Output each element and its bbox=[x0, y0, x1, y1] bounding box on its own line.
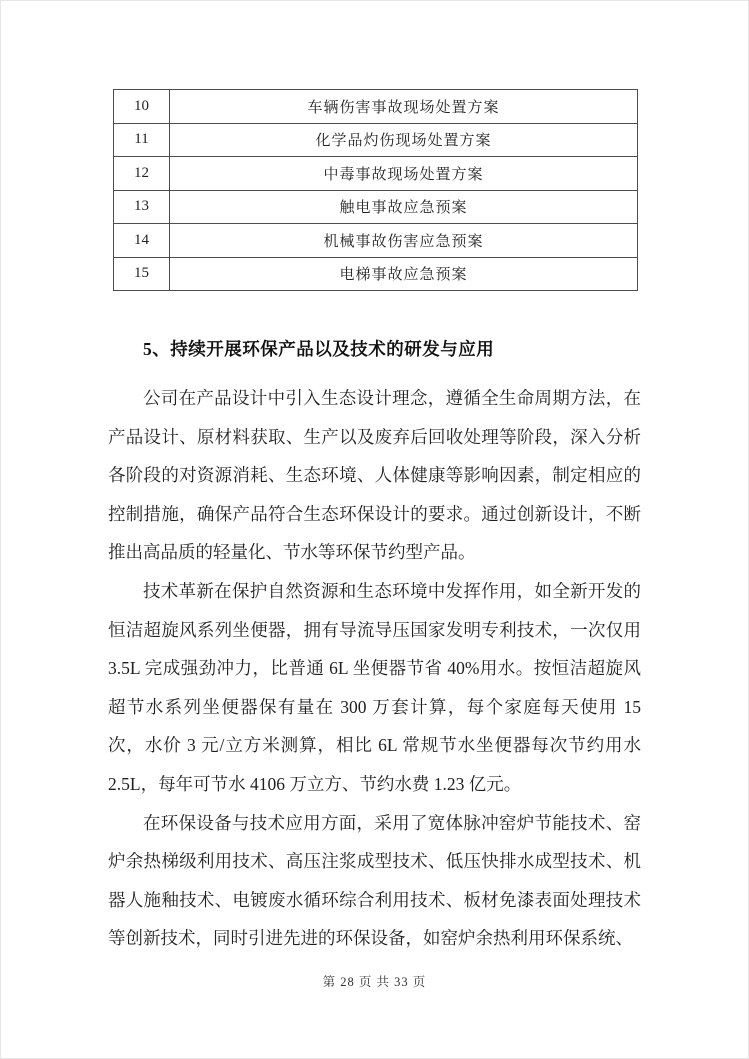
table-row bbox=[114, 123, 638, 157]
page-content bbox=[108, 89, 641, 958]
row-number-cell: 15 bbox=[114, 257, 170, 291]
plan-name-cell: 触电事故应急预案 bbox=[170, 190, 638, 224]
section-heading: 5、持续开展环保产品以及技术的研发与应用 bbox=[143, 339, 495, 359]
row-number-cell: 10 bbox=[114, 90, 170, 124]
plan-name-cell: 机械事故伤害应急预案 bbox=[170, 224, 638, 258]
table-row bbox=[114, 224, 638, 258]
table-row bbox=[114, 157, 638, 191]
paragraph: 技术革新在保护自然资源和生态环境中发挥作用，如全新开发的恒洁超旋风系列坐便器，拥有导流导压国家发明专利技术，一次仅用 3.5L 完成强劲冲力，比普通 6L 坐便器节省 40%用水。按恒洁超旋风超节水系列坐便器保有量在 300 万套计算，每个家庭每天使用 15 次，水价 3 元/立方米测算，相比 6L 常规节水坐便器每次节约用水 2.5L，每年可节水 4106 万立方、节约水费 1.23 亿元。 bbox=[108, 580, 641, 794]
row-number-cell: 13 bbox=[114, 190, 170, 224]
plan-name-cell: 化学品灼伤现场处置方案 bbox=[170, 123, 638, 157]
plan-name-cell: 车辆伤害事故现场处置方案 bbox=[170, 90, 638, 124]
body-paragraphs bbox=[108, 379, 641, 958]
row-number-cell: 14 bbox=[114, 224, 170, 258]
table-row bbox=[114, 90, 638, 124]
paragraph: 在环保设备与技术应用方面，采用了宽体脉冲窑炉节能技术、窑炉余热梯级利用技术、高压注浆成型技术、低压快排水成型技术、机器人施釉技术、电镀废水循环综合利用技术、板材免漆表面处理技术等创新技术，同时引进先进的环保设备，如窑炉余热利用环保系统、 bbox=[108, 812, 641, 949]
paragraph: 公司在产品设计中引入生态设计理念，遵循全生命周期方法，在产品设计、原材料获取、生产以及废弃后回收处理等阶段，深入分析各阶段的对资源消耗、生态环境、人体健康等影响因素，制定相应的控制措施，确保产品符合生态环保设计的要求。通过创新设计，不断推出高品质的轻量化、节水等环保节约型产品。 bbox=[108, 388, 641, 563]
plan-name-cell: 中毒事故现场处置方案 bbox=[170, 157, 638, 191]
table-row bbox=[114, 190, 638, 224]
row-number-cell: 11 bbox=[114, 123, 170, 157]
emergency-plan-table bbox=[113, 89, 638, 291]
plan-name-cell: 电梯事故应急预案 bbox=[170, 257, 638, 291]
row-number-cell: 12 bbox=[114, 157, 170, 191]
page-number-footer: 第 28 页 共 33 页 bbox=[322, 975, 427, 989]
table-row bbox=[114, 257, 638, 291]
